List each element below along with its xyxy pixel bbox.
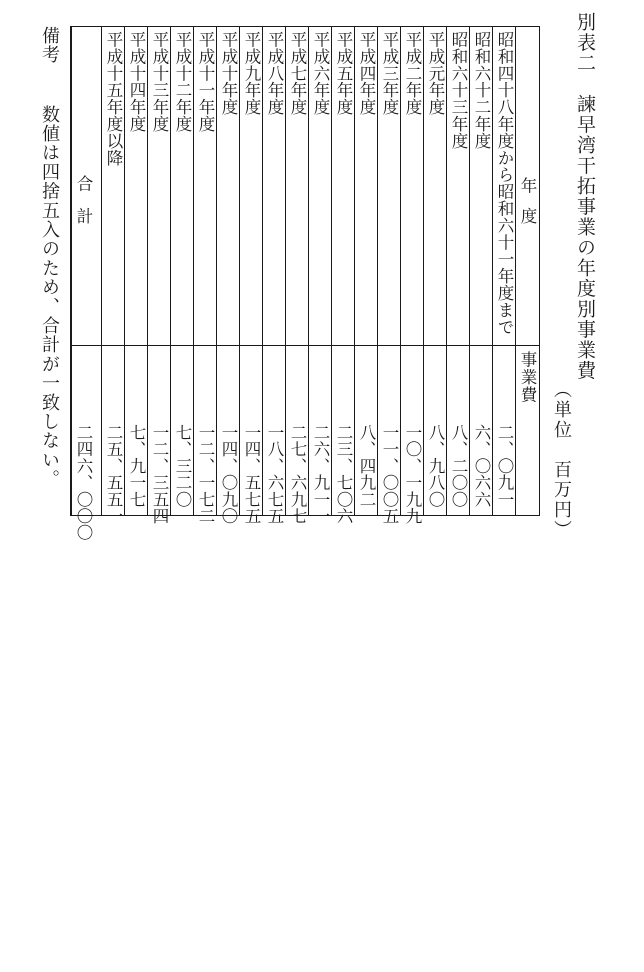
row-cost: 一二、三五四 <box>150 424 169 525</box>
cost-table <box>70 26 540 541</box>
row-year: 平成四年度 <box>357 31 376 116</box>
document-title: 別表二 諫早湾干拓事業の年度別事業費 <box>574 12 596 381</box>
table-row <box>492 27 515 515</box>
row-cost: 八、二〇〇 <box>449 424 468 508</box>
table-row <box>147 27 170 525</box>
row-cost: 一〇、一九九 <box>403 424 422 525</box>
remarks-label: 備考 <box>39 26 60 65</box>
table-row <box>423 27 446 515</box>
row-year: 平成五年度 <box>334 31 353 116</box>
row-cost: 六、〇六六 <box>472 424 491 508</box>
row-cost: 八、四九二 <box>357 424 376 508</box>
row-cost: 二、〇九一 <box>495 424 514 508</box>
row-year: 平成十一年度 <box>196 31 215 133</box>
row-cost: 二三、七〇六 <box>334 424 353 525</box>
remarks <box>36 26 62 489</box>
table-row <box>285 27 308 525</box>
table-row <box>124 27 147 515</box>
row-cost: 七、三二〇 <box>173 424 192 508</box>
row-cost: 一一、〇〇五 <box>380 424 399 525</box>
table-row <box>239 27 262 525</box>
table-row <box>331 27 354 525</box>
row-cost: 一八、六七五 <box>265 424 284 525</box>
total-cost: 二四六、〇〇〇 <box>74 424 93 541</box>
row-year: 昭和六十二年度 <box>472 31 491 150</box>
row-year: 昭和四十八年度から昭和六十一年度まで <box>495 31 514 336</box>
table-row <box>262 27 285 525</box>
table-row <box>469 27 492 515</box>
row-year: 平成十四年度 <box>127 31 146 133</box>
row-cost: 一四、五七五 <box>242 424 261 525</box>
row-year: 平成十年度 <box>219 31 238 116</box>
row-year: 平成十五年度以降 <box>104 31 123 167</box>
table-header-column <box>515 27 539 515</box>
table-row <box>193 27 216 525</box>
table-total-row <box>71 27 101 541</box>
table-row <box>446 27 469 515</box>
row-cost: 二六、九一一 <box>311 424 330 525</box>
unit-note: （単位 百万円） <box>551 380 572 540</box>
row-cost: 一四、〇九〇 <box>219 424 238 525</box>
row-year: 平成七年度 <box>288 31 307 116</box>
row-year: 平成九年度 <box>242 31 261 116</box>
header-year-label: 年度 <box>518 177 537 238</box>
row-year: 平成三年度 <box>380 31 399 116</box>
table-row <box>377 27 400 525</box>
row-year: 平成六年度 <box>311 31 330 116</box>
row-cost: 七、九一七 <box>127 424 146 508</box>
total-label: 合計 <box>74 175 93 240</box>
table-row <box>308 27 331 525</box>
remarks-text: 数値は四捨五入のため、合計が一致しない。 <box>39 104 60 489</box>
table-row <box>216 27 239 525</box>
row-year: 昭和六十三年度 <box>449 31 468 150</box>
header-cost-label: 事業費 <box>518 351 537 404</box>
table-row <box>354 27 377 515</box>
row-cost: 二七、六九七 <box>288 424 307 525</box>
row-year: 平成元年度 <box>426 31 445 116</box>
table-row <box>101 27 124 525</box>
row-year: 平成十三年度 <box>150 31 169 133</box>
row-cost: 八、九八〇 <box>426 424 445 508</box>
table-row <box>170 27 193 515</box>
row-cost: 一二、一七二 <box>196 424 215 525</box>
row-year: 平成十二年度 <box>173 31 192 133</box>
row-year: 平成二年度 <box>403 31 422 116</box>
row-cost: 二五、五五一 <box>104 424 123 525</box>
row-year: 平成八年度 <box>265 31 284 116</box>
table-row <box>400 27 423 525</box>
